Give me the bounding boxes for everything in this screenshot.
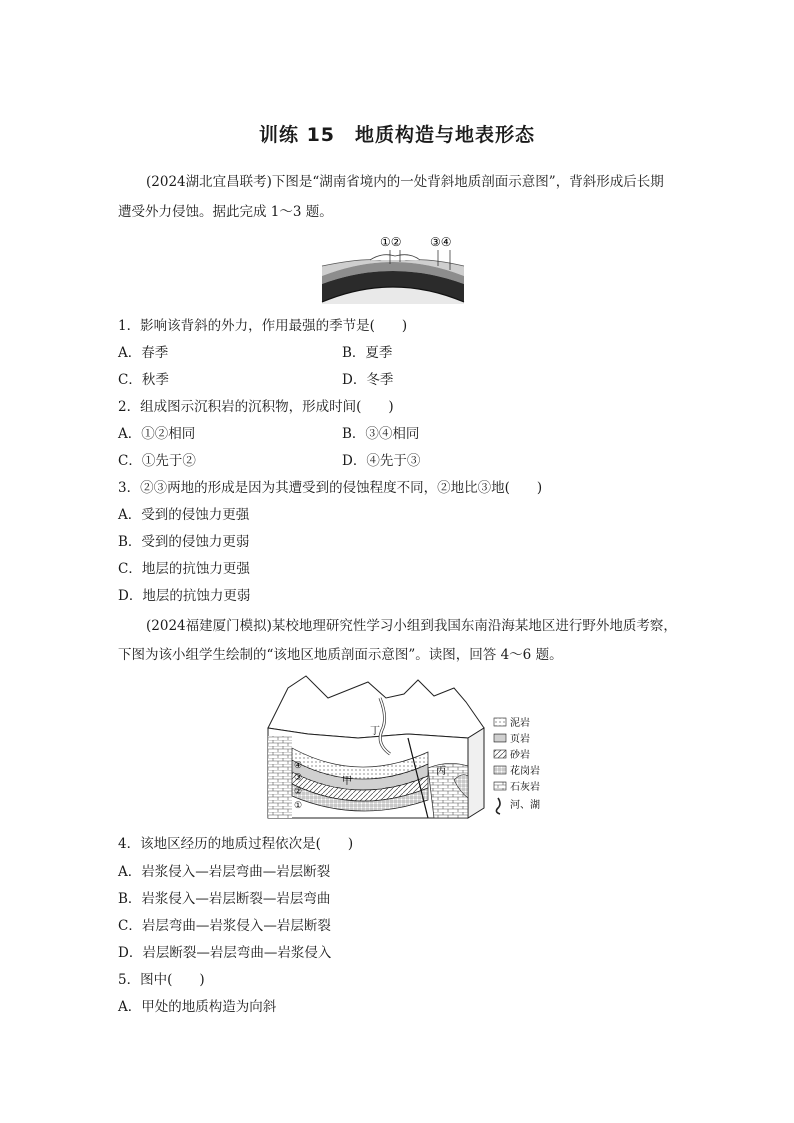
- q4-stem: 4．该地区经历的地质过程依次是( ): [118, 836, 354, 852]
- figure2-label-4: ④: [294, 761, 303, 771]
- legend-sandstone: 砂岩: [510, 750, 530, 761]
- legend-limestone: 石灰岩: [510, 782, 540, 793]
- q1-option-c[interactable]: C．秋季: [118, 372, 169, 388]
- q4-option-c[interactable]: C．岩层弯曲—岩浆侵入—岩层断裂: [118, 918, 331, 934]
- q3-option-c[interactable]: C．地层的抗蚀力更强: [118, 561, 250, 577]
- figure2-label-3: ③: [294, 773, 303, 783]
- figure2-label-1: ①: [294, 801, 303, 811]
- legend-river-icon: [496, 798, 500, 814]
- intro1-line1: (2024湖北宜昌联考)下图是“湖南省境内的一处背斜地质剖面示意图”，背斜形成后长期: [146, 174, 664, 190]
- legend-river-lake: 河、湖: [510, 800, 540, 811]
- q3-option-d[interactable]: D．地层的抗蚀力更弱: [118, 588, 251, 604]
- q4-option-b[interactable]: B．岩浆侵入—岩层断裂—岩层弯曲: [118, 891, 331, 907]
- figure2-label-ding: 丁: [370, 726, 380, 737]
- intro2-line1: (2024福建厦门模拟)某校地理研究性学习小组到我国东南沿海某地区进行野外地质考察，: [146, 618, 677, 634]
- legend-swatch-sandstone: [494, 750, 506, 758]
- legend-swatch-granite: [494, 766, 506, 774]
- anticline-figure: [320, 232, 466, 304]
- q5-option-a[interactable]: A．甲处的地质构造为向斜: [118, 999, 277, 1015]
- intro1-line2: 遭受外力侵蚀。据此完成 1～3 题。: [118, 204, 333, 220]
- figure1-label-34: ③④: [430, 235, 452, 249]
- intro2-line2: 下图为该小组学生绘制的“该地区地质剖面示意图”。读图，回答 4～6 题。: [118, 647, 563, 663]
- figure2-label-jia: 甲: [342, 776, 352, 787]
- legend-swatch-shale: [494, 734, 506, 742]
- q1-option-b[interactable]: B．夏季: [342, 345, 393, 361]
- q2-option-b[interactable]: B．③④相同: [342, 426, 420, 442]
- legend-granite: 花岗岩: [510, 766, 540, 777]
- legend-mudstone: 泥岩: [510, 718, 530, 729]
- q5-stem: 5．图中( ): [118, 972, 205, 988]
- page-title: 训练 15 地质构造与地表形态: [258, 124, 536, 146]
- q3-option-a[interactable]: A．受到的侵蚀力更强: [118, 507, 250, 523]
- q1-option-a[interactable]: A．春季: [118, 345, 169, 361]
- q3-stem: 3．②③两地的形成是因为其遭受到的侵蚀程度不同，②地比③地( ): [118, 480, 543, 496]
- q2-option-d[interactable]: D．④先于③: [342, 453, 421, 469]
- geology-block-figure: [258, 668, 558, 824]
- q2-stem: 2．组成图示沉积岩的沉积物，形成时间( ): [118, 399, 394, 415]
- q2-option-a[interactable]: A．①②相同: [118, 426, 196, 442]
- q3-option-b[interactable]: B．受到的侵蚀力更弱: [118, 534, 250, 550]
- legend-swatch-mudstone: [494, 718, 506, 726]
- q2-option-c[interactable]: C．①先于②: [118, 453, 196, 469]
- q1-stem: 1．影响该背斜的外力，作用最强的季节是( ): [118, 318, 408, 334]
- q4-option-d[interactable]: D．岩层断裂—岩层弯曲—岩浆侵入: [118, 945, 332, 961]
- legend-shale: 页岩: [510, 734, 530, 745]
- figure2-label-bing: 丙: [436, 766, 446, 777]
- figure1-label-12: ①②: [380, 235, 402, 249]
- q4-option-a[interactable]: A．岩浆侵入—岩层弯曲—岩层断裂: [118, 864, 331, 880]
- figure2-label-2: ②: [294, 787, 303, 797]
- legend-swatch-limestone: [494, 782, 506, 790]
- q1-option-d[interactable]: D．冬季: [342, 372, 394, 388]
